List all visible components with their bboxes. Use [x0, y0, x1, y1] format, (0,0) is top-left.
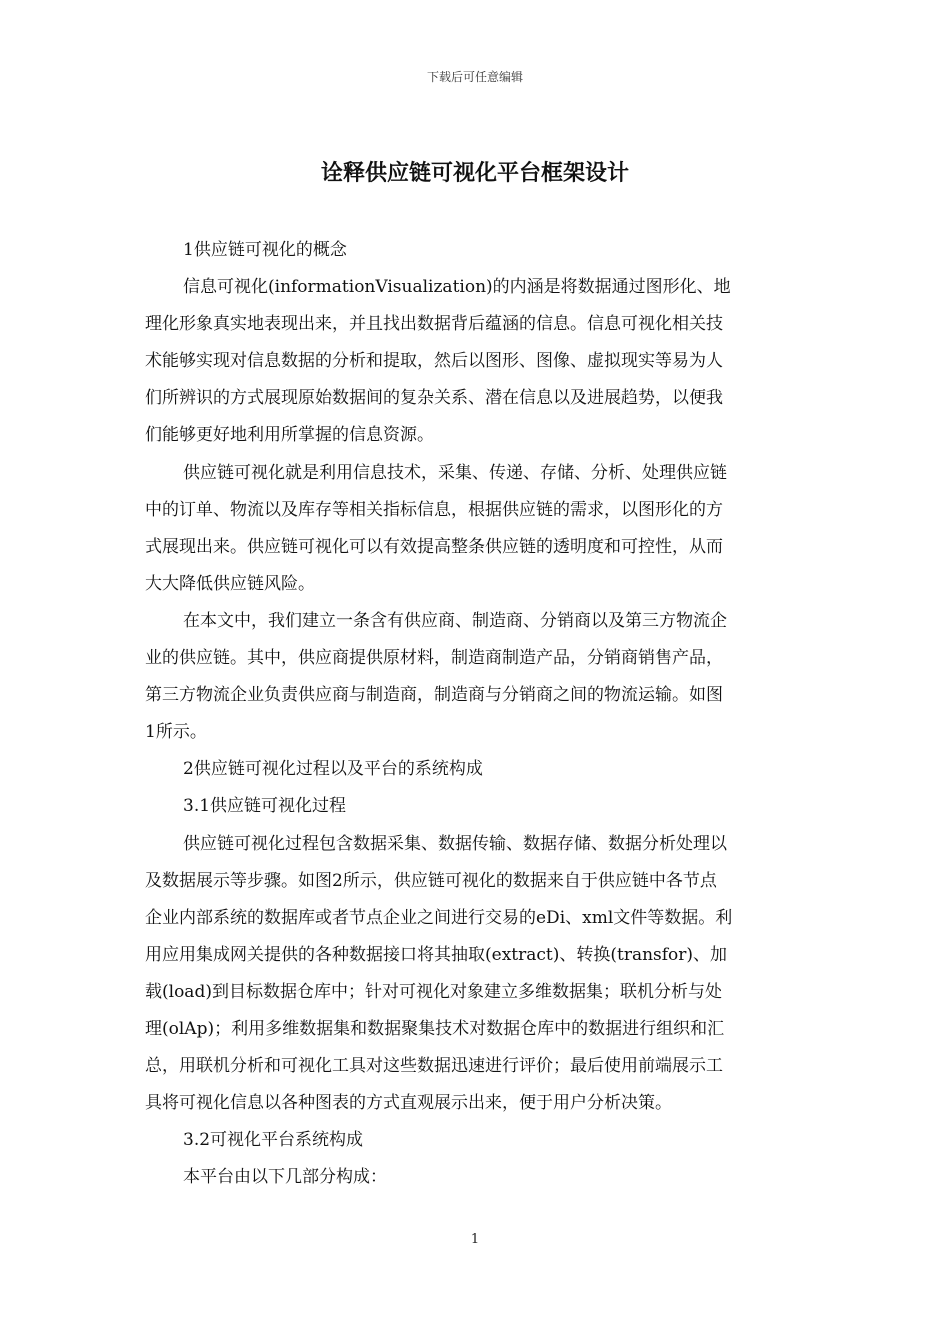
- paragraph-line: 具将可视化信息以各种图表的方式直观展示出来，便于用户分析决策。: [145, 1093, 672, 1114]
- paragraph-line: 用应用集成网关提供的各种数据接口将其抽取(extract)、转换(transfor)、加: [145, 944, 728, 965]
- header-note: 下载后可任意编辑: [426, 70, 523, 84]
- paragraph-line: 中的订单、物流以及库存等相关指标信息，根据供应链的需求，以图形化的方: [145, 499, 723, 520]
- paragraph-line: 供应链可视化就是利用信息技术，采集、传递、存储、分析、处理供应链: [183, 462, 727, 483]
- document-body: [145, 232, 807, 1196]
- paragraph-line: 总，用联机分析和可视化工具对这些数据迅速进行评价；最后使用前端展示工: [145, 1056, 723, 1077]
- paragraph-line: 业的供应链。其中，供应商提供原材料，制造商制造产品，分销商销售产品，: [145, 648, 723, 669]
- section-heading-2: 2供应链可视化过程以及平台的系统构成: [183, 759, 483, 780]
- subsection-heading-3-2: 3.2可视化平台系统构成: [183, 1130, 364, 1151]
- paragraph-line: 及数据展示等步骤。如图2所示，供应链可视化的数据来自于供应链中各节点: [145, 870, 717, 891]
- paragraph-line: 大大降低供应链风险。: [145, 573, 315, 594]
- paragraph-line: 在本文中，我们建立一条含有供应商、制造商、分销商以及第三方物流企: [183, 610, 727, 631]
- paragraph-line: 第三方物流企业负责供应商与制造商，制造商与分销商之间的物流运输。如图: [145, 685, 723, 706]
- paragraph-line: 们能够更好地利用所掌握的信息资源。: [145, 425, 434, 446]
- paragraph-line: 本平台由以下几部分构成：: [183, 1167, 387, 1188]
- paragraph-line: 理化形象真实地表现出来，并且找出数据背后蕴涵的信息。信息可视化相关技: [145, 314, 723, 335]
- page-number: 1: [470, 1232, 480, 1247]
- paragraph-line: 载(load)到目标数据仓库中；针对可视化对象建立多维数据集；联机分析与处: [145, 981, 722, 1002]
- paragraph-line: 式展现出来。供应链可视化可以有效提高整条供应链的透明度和可控性，从而: [145, 536, 723, 557]
- paragraph-line: 1所示。: [145, 722, 207, 743]
- paragraph-line: 信息可视化(informationVisualization)的内涵是将数据通过图形化、地: [183, 277, 731, 298]
- paragraph-line: 术能够实现对信息数据的分析和提取，然后以图形、图像、虚拟现实等易为人: [145, 351, 723, 372]
- subsection-heading-3-1: 3.1供应链可视化过程: [183, 796, 347, 817]
- section-heading-1: 1供应链可视化的概念: [183, 240, 347, 260]
- paragraph-line: 供应链可视化过程包含数据采集、数据传输、数据存储、数据分析处理以: [183, 833, 727, 854]
- paragraph-line: 们所辨识的方式展现原始数据间的复杂关系、潜在信息以及进展趋势，以便我: [145, 388, 723, 409]
- paragraph-line: 企业内部系统的数据库或者节点企业之间进行交易的eDi、xml文件等数据。利: [145, 907, 733, 928]
- paragraph-line: 理(olAp)；利用多维数据集和数据聚集技术对数据仓库中的数据进行组织和汇: [145, 1018, 725, 1039]
- document-title: 诠释供应链可视化平台框架设计: [320, 161, 629, 186]
